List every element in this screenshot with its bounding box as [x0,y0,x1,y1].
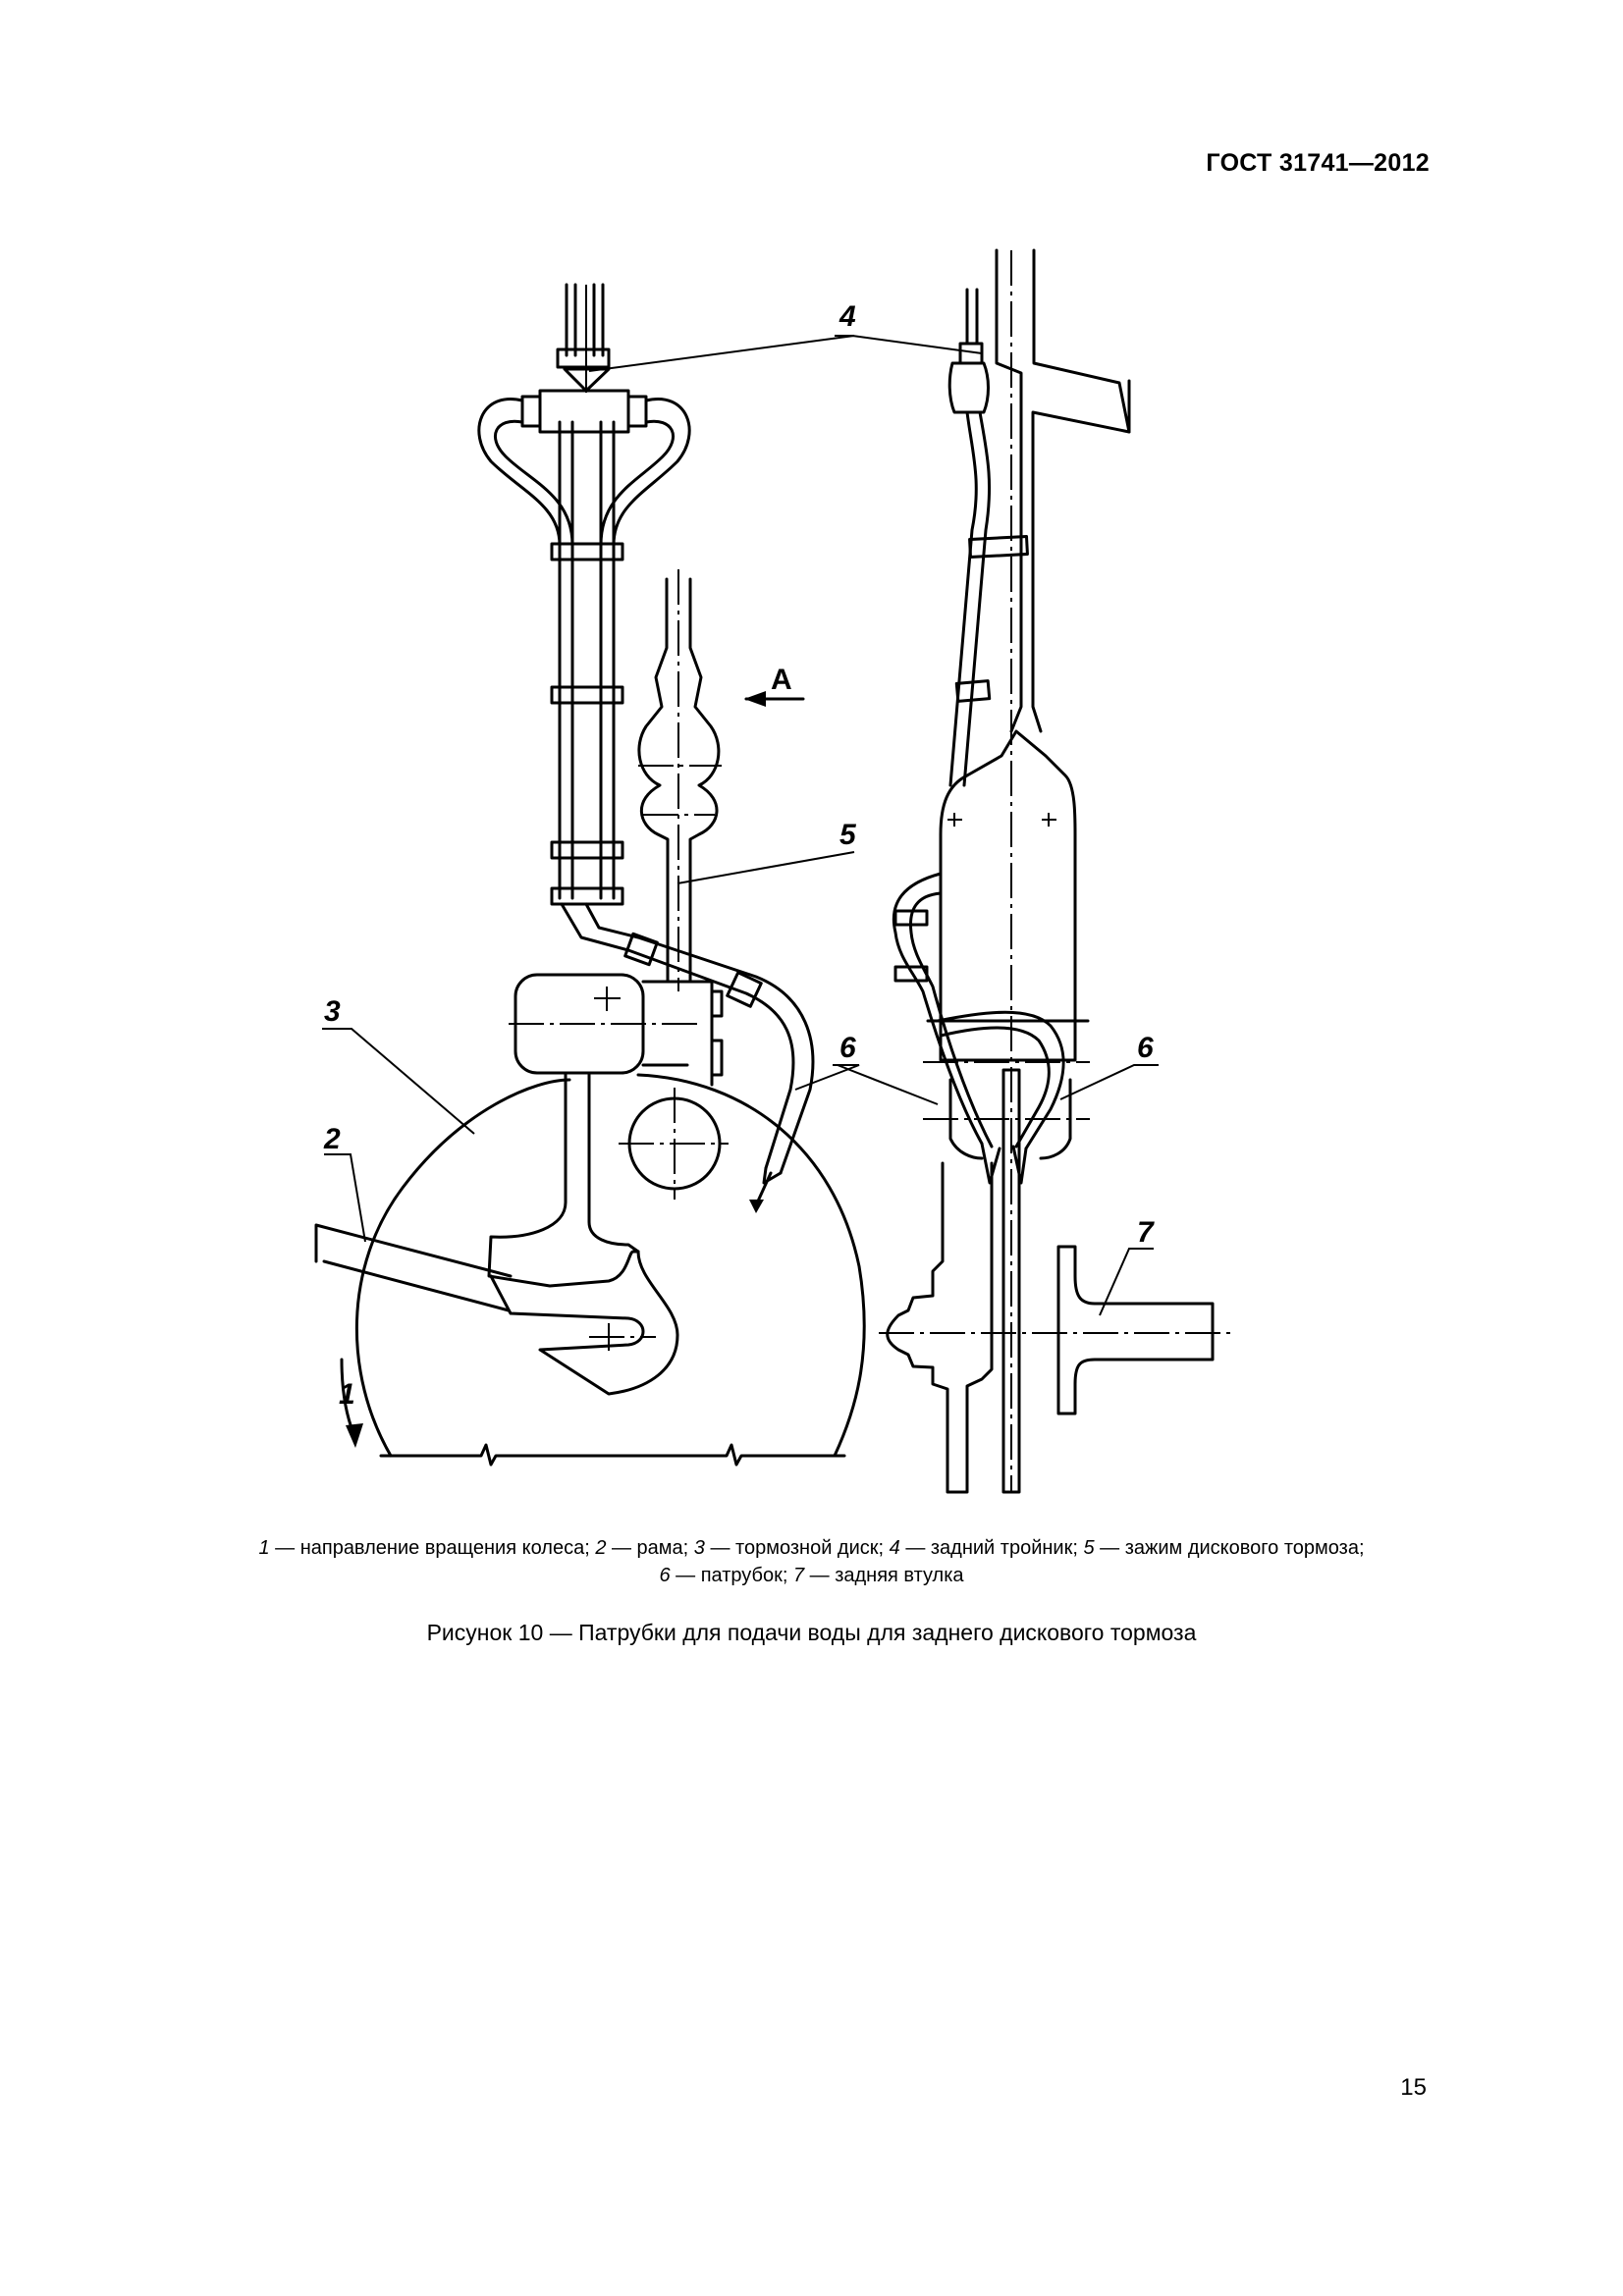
pipe-down [950,412,990,785]
tube-right [601,422,614,898]
brake-disc-outline [356,1075,864,1456]
frame-tube [316,1225,511,1310]
legend-n5: 5 [1083,1537,1095,1559]
legend-n3: 3 [693,1537,705,1559]
nozzle-right [938,1012,1063,1148]
label-7: 7 [1137,1216,1154,1249]
feed-pipes [567,285,603,355]
tube-left [560,422,572,898]
clip-4 [552,888,622,904]
legend-t6: — патрубок; [670,1565,793,1586]
legend-n7: 7 [792,1565,805,1586]
break-line [381,1445,844,1465]
right-view [879,250,1232,1492]
caliper-body [643,982,712,1085]
legend-n6: 6 [659,1565,671,1586]
label-3: 3 [324,995,341,1028]
legend-n4: 4 [889,1537,900,1559]
label-6-right: 6 [1137,1032,1154,1064]
legend-t3: — тормозной диск; [704,1537,890,1559]
clip-1 [552,544,622,560]
label-6-left: 6 [839,1032,856,1064]
label-1: 1 [339,1378,355,1411]
hub [888,1163,992,1492]
label-5: 5 [839,819,856,851]
callouts [323,300,1155,1411]
figure-legend [98,1534,1525,1589]
legend-t2: — рама; [606,1537,694,1559]
legend-t1: — направление вращения колеса; [269,1537,596,1559]
feed-pipe-right [967,290,977,344]
figure-caption: Рисунок 10 — Патрубки для подачи воды для заднего дискового тормоза [426,1620,1197,1645]
seat-stay [997,250,1129,731]
legend-t5: — зажим дискового тормоза; [1094,1537,1365,1559]
left-view [316,285,864,1465]
legend-t7: — задняя втулка [804,1565,964,1586]
frame-inner [589,1075,638,1252]
legend-line-1 [98,1534,1525,1562]
label-2: 2 [324,1123,341,1155]
legend-n1: 1 [258,1537,270,1559]
nozzle-pipe [562,904,813,1173]
hub-flange [1058,1247,1213,1414]
legend-line-2 [98,1562,1525,1589]
document-header: ГОСТ 31741—2012 [1206,149,1430,177]
legend-n2: 2 [595,1537,607,1559]
nut-right [949,363,988,412]
label-view-a: А [771,664,792,696]
nozzle-left [893,874,992,1147]
clip-3 [552,842,622,858]
legend-t4: — задний тройник; [899,1537,1084,1559]
clip-2 [552,687,622,703]
caliper-right [941,731,1075,1021]
page-number: 15 [1400,2074,1427,2101]
label-4: 4 [839,300,856,333]
frame-dropout [489,1075,677,1394]
